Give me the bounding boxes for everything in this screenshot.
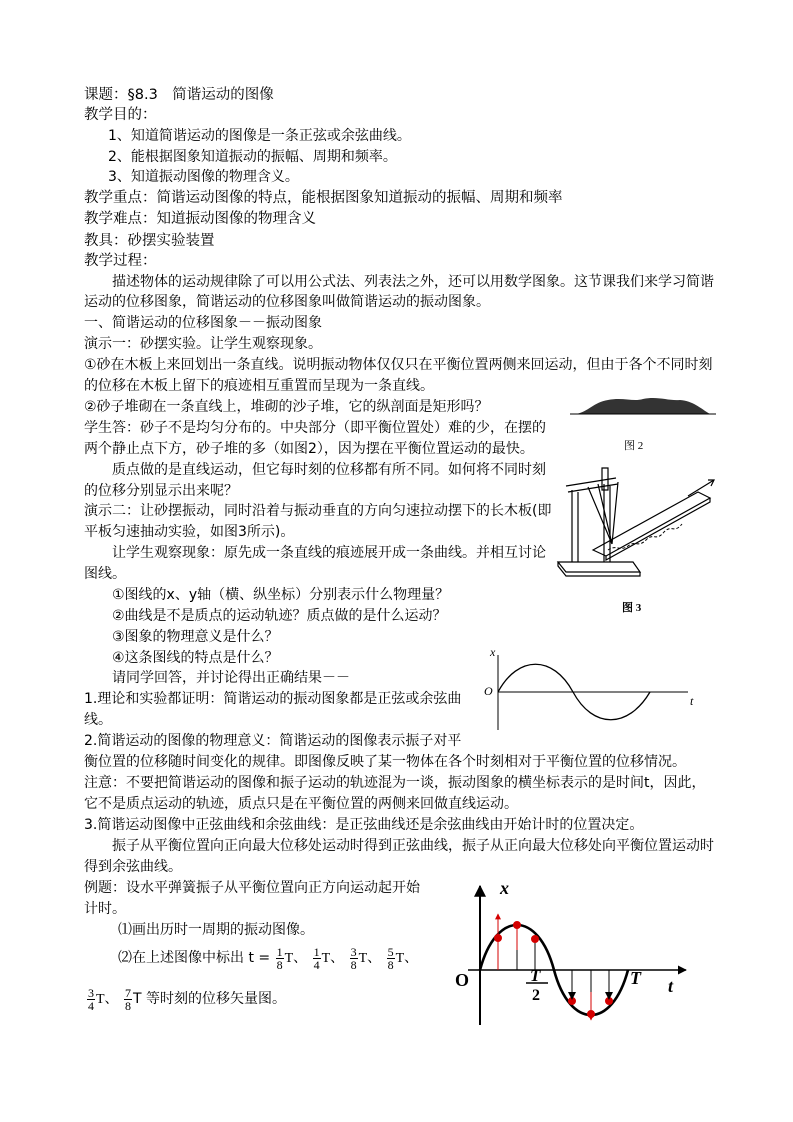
observation-line: 的位移在木板上留下的痕迹相互重置而呈现为一条直线。 [84, 378, 434, 394]
example-task-two: ⑵在上述图像中标出 t = $\frac{1}{8}$ T、 $\frac{1}{4}$ T、 $\frac{3}{8}$ T、 $\frac{5}{8}$ T、 [118, 944, 419, 972]
paragraph-line: 请同学回答，并讨论得出正确结果－－ [112, 670, 350, 686]
example-task-two-cont: $\frac{3}{4}$ T、 $\frac{7}{8}$ T 等时刻的位移矢量图。 [88, 985, 287, 1013]
note-line: 它不是质点运动的轨迹，质点只是在平衡位置的两侧来回做直线运动。 [84, 796, 518, 812]
graph1-x-label: x [490, 645, 496, 659]
time-point [532, 936, 539, 943]
fraction: $\frac{3}{8}$ [350, 944, 357, 972]
observation-line: ①砂在木板上来回划出一条直线。说明振动物体仅仅只在平衡位置两侧来回运动，但由于各个不同时刻 [84, 357, 713, 373]
goal-item: 2、能根据图象知道振动的振幅、周期和频率。 [108, 149, 397, 165]
paragraph-line: 质点做的是直线运动，但它每时刻的位移都有所不同。如何将不同时刻 [112, 462, 546, 478]
graph2-origin: O [455, 970, 470, 990]
discussion-question: ①图线的x、y轴（横、纵坐标）分别表示什么物理量？ [112, 587, 450, 603]
student-answer: 学生答：砂子不是均匀分布的。中央部分（即平衡位置处）难的少，在摆的 [84, 420, 546, 436]
difficulties: 教学难点：知道振动图像的物理含义 [84, 211, 316, 227]
stand-post [572, 490, 578, 562]
fraction: $\frac{5}{8}$ [387, 944, 394, 972]
fraction: $\frac{3}{4}$ [88, 985, 94, 1013]
discussion-question: ②曲线是不是质点的运动轨迹？质点做的是什么运动？ [112, 608, 447, 624]
conclusion-three-detail: 振子从平衡位置向正向最大位移处运动时得到正弦曲线，振子从正向最大位移处向平衡位置运动时 [112, 838, 714, 854]
graph2-x-label: x [500, 878, 509, 898]
goal-item: 1、知道简谐运动的图像是一条正弦或余弦曲线。 [108, 128, 411, 144]
lesson-title: 课题：§8.3 简谐运动的图像 [84, 87, 274, 103]
tools: 教具：砂摆实验装置 [84, 233, 215, 249]
graph2-half-num: T [530, 966, 541, 985]
figure-3-apparatus [538, 462, 718, 590]
fraction: $\frac{7}{8}$ [125, 985, 132, 1013]
goals-label: 教学目的： [84, 107, 157, 123]
goal-item: 3、知道振动图像的物理含义。 [108, 169, 299, 185]
graph2-half-den: 2 [532, 987, 540, 1004]
fraction: $\frac{1}{8}$ [276, 944, 283, 972]
intro-line: 描述物体的运动规律除了可以用公式法、列表法之外，还可以用数学图象。这节课我们来学习简谐 [112, 274, 714, 290]
demo-one: 演示一：砂摆实验。让学生观察现象。 [84, 336, 322, 352]
figure-3-caption: 图 3 [622, 602, 642, 614]
discussion-question: ④这条图线的特点是什么？ [112, 650, 279, 666]
conclusion-two: 2.简谐运动的图像的物理意义：简谐运动的图像表示振子对平 [84, 733, 462, 749]
figure-2-caption: 图 2 [624, 440, 644, 452]
time-point [495, 935, 502, 942]
conclusion-three: 3.简谐运动图像中正弦曲线和余弦曲线：是正弦曲线还是余弦曲线由开始计时的位置决定。 [84, 817, 644, 833]
sand-pile-shape [576, 398, 710, 414]
student-answer: 两个静止点下方，砂子堆的多（如图2），因为摆在平衡位置运动的最快。 [84, 441, 534, 457]
conclusion-three-detail: 得到余弦曲线。 [84, 859, 182, 875]
conclusion-one: 线。 [84, 712, 112, 728]
intro-line: 运动的位移图象，简谐运动的位移图象叫做简谐运动的振动图象。 [84, 294, 490, 310]
fraction: $\frac{1}{4}$ [313, 944, 320, 972]
base-plate [558, 562, 640, 572]
graph2-period-label: T [630, 968, 641, 988]
conclusion-two: 衡位置的位移随时间变化的规律。即图像反映了某一物体在各个时刻相对于平衡位置的位移情况。 [84, 754, 686, 770]
question-two: ②砂子堆砌在一条直线上，堆砌的沙子堆，它的纵剖面是矩形吗？ [84, 399, 489, 415]
demo-two: 演示二：让砂摆振动，同时沿着与振动垂直的方向匀速拉动摆下的长木板(即 [84, 503, 552, 519]
graph-sine-curve [478, 645, 698, 735]
graph1-origin: O [484, 684, 493, 698]
discussion-question: ③图象的物理意义是什么？ [112, 629, 279, 645]
section-heading: 一、简谐运动的位移图象－－振动图象 [84, 315, 322, 331]
time-point [514, 922, 521, 929]
example-task-one: ⑴画出历时一周期的振动图像。 [118, 922, 314, 938]
paragraph-line: 图线。 [84, 566, 126, 582]
graph1-t-label: t [690, 694, 694, 708]
trace-curve [608, 524, 682, 550]
demo-two: 平板匀速抽动实验，如图3所示)。 [84, 524, 295, 540]
note-line: 注意：不要把简谐运动的图像和振子运动的轨迹混为一谈，振动图象的横坐标表示的是时间t，因此， [84, 775, 706, 791]
example-line: 例题：设水平弹簧振子从平衡位置向正方向运动起开始 [84, 880, 420, 896]
time-point [588, 1011, 595, 1018]
key-points: 教学重点：简谐运动图像的特点，能根据图象知道振动的振幅、周期和频率 [84, 190, 563, 206]
graph-example-vectors [448, 880, 688, 1030]
paragraph-line: 的位移分别显示出来呢？ [84, 483, 238, 499]
paragraph-line: 让学生观察现象：原先成一条直线的痕迹展开成一条曲线。并相互讨论 [112, 545, 546, 561]
conclusion-one: 1.理论和实验都证明：简谐运动的振动图象都是正弦或余弦曲 [84, 691, 462, 707]
example-line: 计时。 [84, 901, 126, 917]
process-label: 教学过程： [84, 253, 157, 269]
graph2-t-label: t [668, 976, 674, 996]
